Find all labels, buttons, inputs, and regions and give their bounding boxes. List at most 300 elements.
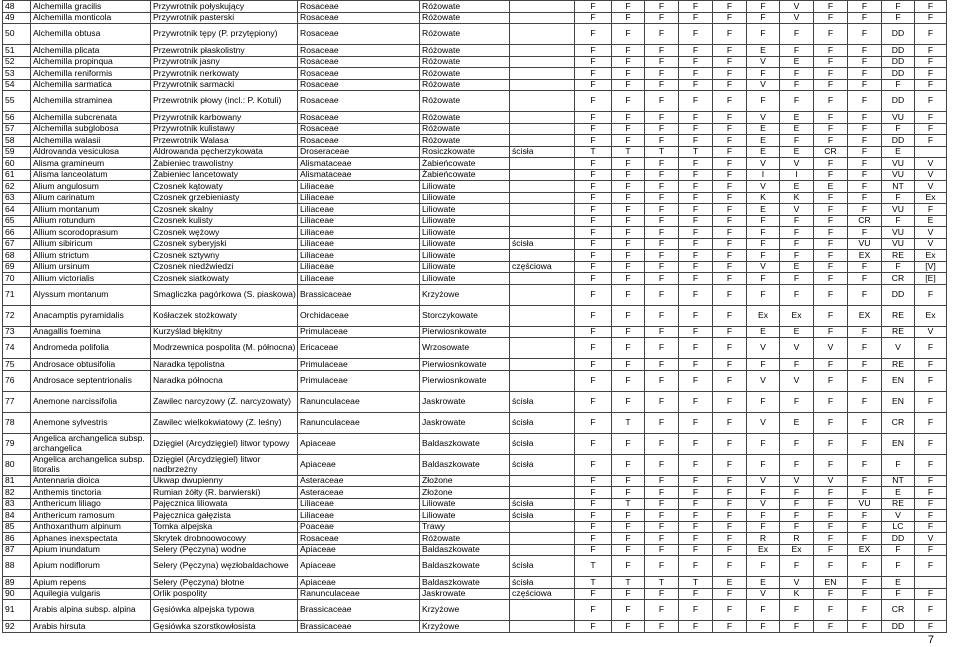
status-code: F	[713, 123, 747, 135]
status-code: F	[848, 79, 882, 91]
status-code: F	[814, 227, 848, 239]
family-name: Apiaceae	[298, 454, 420, 475]
status-code: F	[915, 204, 947, 216]
status-code: F	[848, 621, 882, 633]
polish-name: Zawilec narcyzowy (Z. narcyzowaty)	[151, 391, 298, 412]
table-row	[3, 45, 947, 57]
status-code: F	[848, 12, 882, 24]
group-name: Różowate	[420, 533, 510, 545]
status-code: F	[612, 305, 645, 326]
family-name: Liliaceae	[298, 227, 420, 239]
status-code: F	[679, 68, 713, 80]
group-name: Złożone	[420, 487, 510, 499]
status-code: F	[713, 273, 747, 285]
status-code: F	[612, 600, 645, 621]
status-code: F	[645, 475, 679, 487]
status-code: F	[814, 204, 848, 216]
polish-name: Naradka tępolistna	[151, 359, 298, 371]
status-code: EN	[814, 577, 848, 589]
table-row	[3, 215, 947, 227]
status-code: F	[915, 1, 947, 13]
status-code: F	[645, 487, 679, 499]
status-code: F	[679, 284, 713, 305]
status-code: F	[848, 412, 882, 433]
status-code: F	[814, 192, 848, 204]
status-code: F	[679, 45, 713, 57]
status-code: F	[747, 600, 780, 621]
latin-name: Aphanes inexspectata	[31, 533, 151, 545]
status-code: F	[612, 475, 645, 487]
status-code: F	[780, 556, 814, 577]
status-code: F	[713, 544, 747, 556]
status-code: V	[780, 158, 814, 170]
row-number: 92	[3, 621, 31, 633]
table-row	[3, 487, 947, 499]
status-code: EN	[882, 370, 915, 391]
latin-name: Alium carinatum	[31, 192, 151, 204]
group-name: Różowate	[420, 79, 510, 91]
protection-status	[510, 521, 575, 533]
status-code: DD	[882, 533, 915, 545]
table-row	[3, 123, 947, 135]
family-name: Liliaceae	[298, 273, 420, 285]
family-name: Apiaceae	[298, 577, 420, 589]
latin-name: Apium repens	[31, 577, 151, 589]
status-code: F	[612, 227, 645, 239]
status-code: F	[747, 510, 780, 522]
family-name: Rosaceae	[298, 91, 420, 112]
status-code: F	[780, 487, 814, 499]
status-code: F	[679, 433, 713, 454]
status-code: F	[915, 370, 947, 391]
status-code: F	[679, 135, 713, 147]
status-code: F	[612, 454, 645, 475]
status-code: F	[780, 227, 814, 239]
protection-status	[510, 24, 575, 45]
polish-name: Przywrotnik nerkowaty	[151, 68, 298, 80]
status-code: F	[915, 284, 947, 305]
status-code: V	[915, 533, 947, 545]
latin-name: Anthemis tinctoria	[31, 487, 151, 499]
status-code: DD	[882, 135, 915, 147]
status-code: E	[780, 326, 814, 338]
status-code: F	[780, 521, 814, 533]
protection-status	[510, 68, 575, 80]
protection-status: ścisła	[510, 433, 575, 454]
group-name: Krzyżowe	[420, 600, 510, 621]
family-name: Liliaceae	[298, 215, 420, 227]
status-code: F	[575, 475, 612, 487]
status-code: VU	[848, 498, 882, 510]
polish-name: Czosnek grzebieniasty	[151, 192, 298, 204]
protection-status	[510, 79, 575, 91]
family-name: Apiaceae	[298, 556, 420, 577]
polish-name: Zawilec wielkokwiatowy (Z. leśny)	[151, 412, 298, 433]
table-row	[3, 533, 947, 545]
status-code: F	[645, 498, 679, 510]
status-code: F	[713, 181, 747, 193]
status-code: K	[780, 192, 814, 204]
status-code: F	[645, 192, 679, 204]
status-code: F	[679, 544, 713, 556]
status-code: F	[575, 215, 612, 227]
table-row	[3, 1, 947, 13]
status-code: F	[814, 215, 848, 227]
status-code: E	[882, 487, 915, 499]
group-name: Liliowate	[420, 192, 510, 204]
status-code: F	[713, 521, 747, 533]
polish-name: Rumian żółty (R. barwierski)	[151, 487, 298, 499]
group-name: Liliowate	[420, 261, 510, 273]
group-name: Pierwiosnkowate	[420, 326, 510, 338]
status-code: VU	[882, 238, 915, 250]
row-number: 86	[3, 533, 31, 545]
status-code: F	[713, 68, 747, 80]
row-number: 78	[3, 412, 31, 433]
status-code: V	[915, 158, 947, 170]
status-code: F	[612, 12, 645, 24]
table-row	[3, 158, 947, 170]
status-code: F	[915, 510, 947, 522]
row-number: 72	[3, 305, 31, 326]
status-code: E	[915, 215, 947, 227]
status-code: V	[747, 56, 780, 68]
status-code: F	[713, 284, 747, 305]
polish-name: Żabieniec trawolistny	[151, 158, 298, 170]
protection-status	[510, 370, 575, 391]
family-name: Ericaceae	[298, 338, 420, 359]
protection-status	[510, 227, 575, 239]
status-code: F	[645, 158, 679, 170]
group-name: Pierwiosnkowate	[420, 359, 510, 371]
row-number: 82	[3, 487, 31, 499]
status-code: F	[848, 204, 882, 216]
status-code: F	[612, 91, 645, 112]
status-code: F	[575, 600, 612, 621]
status-code: F	[747, 24, 780, 45]
status-code: F	[612, 250, 645, 262]
polish-name: Przewrotnik płaskolistny	[151, 45, 298, 57]
row-number: 55	[3, 91, 31, 112]
status-code: EN	[882, 391, 915, 412]
family-name: Brassicaceae	[298, 600, 420, 621]
row-number: 61	[3, 169, 31, 181]
table-row	[3, 79, 947, 91]
table-row	[3, 588, 947, 600]
protection-status	[510, 338, 575, 359]
polish-name: Selery (Pęczyna) błotne	[151, 577, 298, 589]
status-code: F	[645, 169, 679, 181]
protection-status: ścisła	[510, 498, 575, 510]
protection-status	[510, 192, 575, 204]
family-name: Orchidaceae	[298, 305, 420, 326]
status-code: F	[645, 338, 679, 359]
table-row	[3, 227, 947, 239]
status-code: F	[575, 192, 612, 204]
polish-name: Czosnek sztywny	[151, 250, 298, 262]
status-code: F	[713, 621, 747, 633]
status-code: VU	[882, 112, 915, 124]
status-code: F	[814, 359, 848, 371]
polish-name: Skrytek drobnoowocowy	[151, 533, 298, 545]
status-code: EX	[848, 544, 882, 556]
status-code: F	[575, 135, 612, 147]
status-code: V	[747, 412, 780, 433]
status-code: DD	[882, 68, 915, 80]
status-code: F	[645, 204, 679, 216]
status-code: F	[612, 370, 645, 391]
status-code: F	[612, 556, 645, 577]
status-code: F	[713, 359, 747, 371]
status-code: F	[848, 261, 882, 273]
status-code: F	[679, 273, 713, 285]
status-code: F	[814, 158, 848, 170]
table-row	[3, 112, 947, 124]
group-name: Różowate	[420, 68, 510, 80]
status-code: Ex	[747, 544, 780, 556]
status-code: V	[780, 204, 814, 216]
status-code: F	[915, 338, 947, 359]
status-code: EN	[882, 433, 915, 454]
status-code: F	[848, 521, 882, 533]
status-code: T	[575, 556, 612, 577]
group-name: Baldaszkowate	[420, 577, 510, 589]
status-code: F	[645, 588, 679, 600]
row-number: 88	[3, 556, 31, 577]
status-code: F	[747, 215, 780, 227]
status-code: F	[713, 158, 747, 170]
status-code: F	[848, 391, 882, 412]
status-code: F	[575, 544, 612, 556]
status-code: F	[713, 498, 747, 510]
latin-name: Anacamptis pyramidalis	[31, 305, 151, 326]
status-code: F	[713, 215, 747, 227]
status-code: VU	[882, 158, 915, 170]
status-code: F	[713, 250, 747, 262]
status-code: F	[848, 577, 882, 589]
status-code: F	[645, 370, 679, 391]
status-code: F	[780, 600, 814, 621]
status-code: F	[814, 91, 848, 112]
group-name: Baldaszkowate	[420, 454, 510, 475]
status-code: DD	[882, 621, 915, 633]
latin-name: Androsace obtusifolia	[31, 359, 151, 371]
row-number: 57	[3, 123, 31, 135]
status-code: F	[645, 79, 679, 91]
status-code: T	[612, 498, 645, 510]
status-code: CR	[814, 146, 848, 158]
latin-name: Alchemilla plicata	[31, 45, 151, 57]
table-row	[3, 621, 947, 633]
row-number: 64	[3, 204, 31, 216]
status-code: F	[645, 273, 679, 285]
species-table	[2, 0, 947, 633]
group-name: Liliowate	[420, 204, 510, 216]
status-code: V	[747, 338, 780, 359]
group-name: Krzyżowe	[420, 621, 510, 633]
status-code: F	[575, 123, 612, 135]
status-code: DD	[882, 91, 915, 112]
protection-status	[510, 45, 575, 57]
status-code: F	[645, 1, 679, 13]
latin-name: Allium ursinum	[31, 261, 151, 273]
status-code: F	[612, 112, 645, 124]
status-code: F	[814, 533, 848, 545]
table-row	[3, 370, 947, 391]
status-code: F	[575, 112, 612, 124]
status-code: F	[848, 169, 882, 181]
family-name: Liliaceae	[298, 498, 420, 510]
row-number: 79	[3, 433, 31, 454]
status-code: Ex	[915, 192, 947, 204]
protection-status	[510, 91, 575, 112]
family-name: Rosaceae	[298, 1, 420, 13]
status-code: F	[679, 305, 713, 326]
status-code: F	[814, 521, 848, 533]
status-code: CR	[882, 412, 915, 433]
status-code: F	[679, 56, 713, 68]
status-code: RE	[882, 498, 915, 510]
status-code: F	[679, 326, 713, 338]
status-code: DD	[882, 284, 915, 305]
status-code: F	[882, 192, 915, 204]
status-code: F	[848, 600, 882, 621]
latin-name: Alchemilla subglobosa	[31, 123, 151, 135]
polish-name: Pajęcznica liliowata	[151, 498, 298, 510]
status-code: F	[679, 158, 713, 170]
status-code: V	[780, 370, 814, 391]
status-code: F	[575, 521, 612, 533]
status-code: F	[882, 454, 915, 475]
status-code: F	[612, 284, 645, 305]
latin-name: Aldrovanda vesiculosa	[31, 146, 151, 158]
status-code: F	[814, 556, 848, 577]
status-code: F	[679, 556, 713, 577]
status-code: F	[780, 250, 814, 262]
polish-name: Gęsiówka alpejska typowa	[151, 600, 298, 621]
protection-status: ścisła	[510, 510, 575, 522]
status-code: E	[882, 577, 915, 589]
status-code: F	[780, 91, 814, 112]
status-code: F	[575, 412, 612, 433]
status-code: F	[915, 45, 947, 57]
status-code: F	[780, 79, 814, 91]
status-code: F	[645, 454, 679, 475]
status-code: F	[713, 391, 747, 412]
status-code: F	[747, 227, 780, 239]
group-name: Rosiczkowate	[420, 146, 510, 158]
status-code: F	[915, 24, 947, 45]
table-row	[3, 169, 947, 181]
status-code: F	[713, 588, 747, 600]
status-code: F	[612, 261, 645, 273]
row-number: 68	[3, 250, 31, 262]
status-code: F	[645, 621, 679, 633]
status-code: F	[575, 498, 612, 510]
status-code: F	[679, 510, 713, 522]
protection-status	[510, 158, 575, 170]
status-code: F	[713, 45, 747, 57]
status-code: F	[575, 169, 612, 181]
latin-name: Angelica archangelica subsp. litoralis	[31, 454, 151, 475]
table-row	[3, 91, 947, 112]
status-code: F	[645, 12, 679, 24]
status-code: F	[915, 487, 947, 499]
status-code: F	[575, 238, 612, 250]
protection-status	[510, 544, 575, 556]
protection-status	[510, 204, 575, 216]
status-code: F	[713, 487, 747, 499]
group-name: Żabieńcowate	[420, 169, 510, 181]
status-code: F	[780, 433, 814, 454]
status-code: F	[645, 433, 679, 454]
row-number: 54	[3, 79, 31, 91]
status-code: R	[747, 533, 780, 545]
family-name: Rosaceae	[298, 68, 420, 80]
group-name: Różowate	[420, 135, 510, 147]
status-code: E	[747, 326, 780, 338]
polish-name: Kośłaczek stożkowaty	[151, 305, 298, 326]
group-name: Różowate	[420, 123, 510, 135]
group-name: Różowate	[420, 45, 510, 57]
protection-status	[510, 181, 575, 193]
polish-name: Czosnek skalny	[151, 204, 298, 216]
row-number: 60	[3, 158, 31, 170]
table-row	[3, 273, 947, 285]
status-code: F	[713, 204, 747, 216]
protection-status	[510, 169, 575, 181]
status-code: F	[575, 510, 612, 522]
group-name: Storczykowate	[420, 305, 510, 326]
status-code: F	[645, 45, 679, 57]
row-number: 50	[3, 24, 31, 45]
row-number: 81	[3, 475, 31, 487]
protection-status	[510, 123, 575, 135]
group-name: Baldaszkowate	[420, 544, 510, 556]
polish-name: Czosnek kątowaty	[151, 181, 298, 193]
family-name: Liliaceae	[298, 238, 420, 250]
status-code: F	[612, 181, 645, 193]
protection-status	[510, 533, 575, 545]
row-number: 83	[3, 498, 31, 510]
status-code: F	[713, 475, 747, 487]
status-code: [V]	[915, 261, 947, 273]
family-name: Liliaceae	[298, 261, 420, 273]
latin-name: Alisma lanceolatum	[31, 169, 151, 181]
status-code: F	[612, 215, 645, 227]
polish-name: Przywrotnik jasny	[151, 56, 298, 68]
status-code: F	[747, 68, 780, 80]
status-code: F	[645, 305, 679, 326]
protection-status: ścisła	[510, 412, 575, 433]
status-code: F	[747, 238, 780, 250]
status-code: T	[612, 412, 645, 433]
status-code: F	[645, 600, 679, 621]
status-code: F	[814, 123, 848, 135]
status-code: F	[747, 621, 780, 633]
status-code: F	[848, 158, 882, 170]
status-code: F	[575, 487, 612, 499]
status-code: F	[814, 498, 848, 510]
status-code: F	[575, 338, 612, 359]
status-code: F	[915, 621, 947, 633]
family-name: Rosaceae	[298, 533, 420, 545]
status-code: F	[713, 433, 747, 454]
status-code: F	[848, 135, 882, 147]
latin-name: Allium scorodoprasum	[31, 227, 151, 239]
status-code: F	[848, 56, 882, 68]
status-code: E	[747, 204, 780, 216]
